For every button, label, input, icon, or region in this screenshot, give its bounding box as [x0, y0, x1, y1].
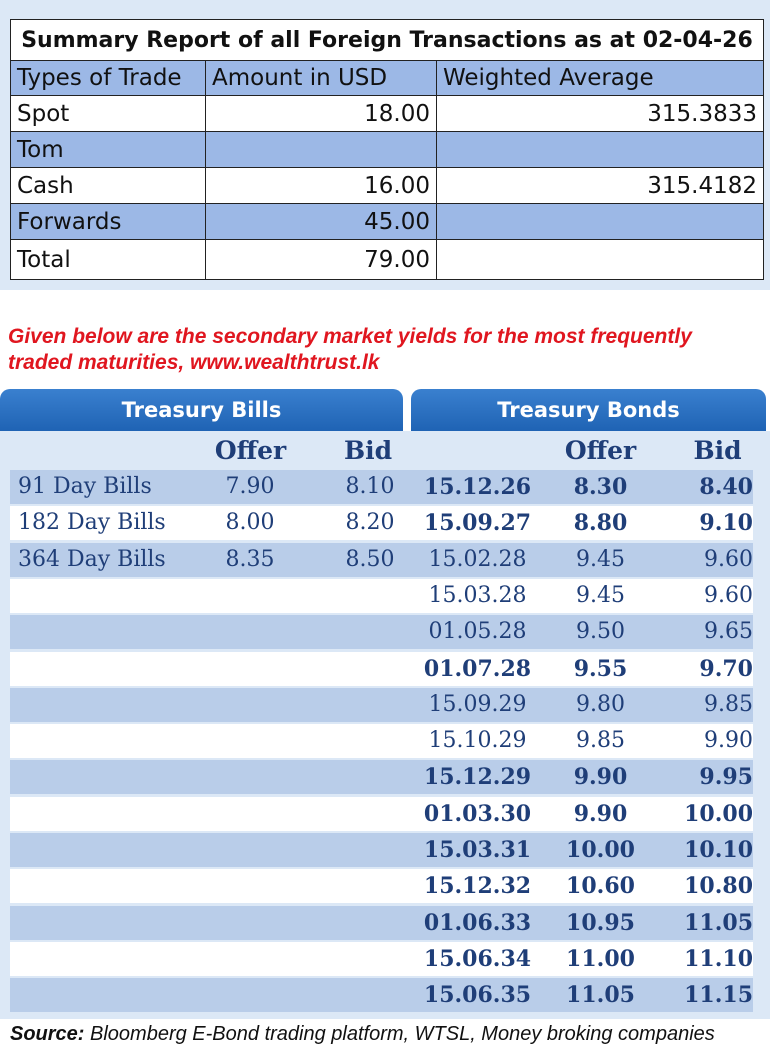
bill-bid: [335, 833, 405, 867]
bill-name: [18, 869, 218, 903]
bill-name: 182 Day Bills: [18, 510, 166, 536]
header-types-of-trade: Types of Trade: [11, 61, 206, 96]
yield-row: [10, 797, 753, 831]
bond-bid: 9.60: [704, 582, 753, 608]
trade-amount: 16.00: [206, 168, 437, 204]
bond-bid: 11.05: [684, 909, 753, 936]
bill-bid: [335, 797, 405, 831]
summary-panel: [0, 0, 770, 290]
bills-bid-header: Bid: [343, 436, 393, 465]
summary-row-tom: [11, 132, 764, 168]
yield-row: [10, 543, 753, 577]
bill-offer: [215, 615, 285, 649]
bill-name: 364 Day Bills: [18, 546, 166, 572]
bond-bid: 9.95: [699, 764, 753, 791]
bill-name: [18, 615, 218, 649]
bill-bid: [335, 615, 405, 649]
bill-offer: [215, 797, 285, 831]
bill-offer: [215, 978, 285, 1012]
source-note: [10, 1021, 765, 1047]
bond-bid: 9.90: [704, 728, 753, 754]
summary-row-cash: [11, 168, 764, 204]
bill-name: [18, 978, 218, 1012]
bond-maturity: 15.10.29: [428, 728, 527, 754]
bill-offer: 7.90: [225, 474, 275, 499]
bill-offer: [215, 579, 285, 613]
yield-row: [10, 724, 753, 758]
bond-maturity: 15.09.29: [428, 691, 527, 717]
bill-bid: [335, 579, 405, 613]
bill-offer: 8.00: [225, 510, 275, 536]
bill-offer: [215, 833, 285, 867]
bill-offer: [215, 906, 285, 940]
bill-name: [18, 760, 218, 794]
bond-bid: 9.70: [699, 655, 753, 682]
bond-offer: 8.30: [573, 474, 628, 500]
bond-offer: 9.90: [573, 764, 628, 791]
bill-bid: 8.20: [345, 510, 395, 536]
yield-row: [10, 760, 753, 794]
bond-maturity: 15.03.31: [423, 837, 532, 863]
bond-offer: 9.85: [576, 728, 625, 754]
bond-bid: 11.10: [684, 945, 753, 972]
trade-weighted-average: 315.4182: [437, 168, 764, 204]
bond-offer: 9.50: [576, 619, 625, 645]
summary-row-spot: [11, 96, 764, 132]
trade-weighted-average: [437, 204, 764, 240]
summary-row-forwards: [11, 204, 764, 240]
bond-bid: 10.10: [684, 837, 753, 863]
bond-bid: 8.40: [699, 474, 753, 500]
trade-type: Tom: [11, 132, 206, 168]
bonds-bid-header: Bid: [693, 436, 742, 465]
bill-bid: [335, 978, 405, 1012]
bond-maturity: 01.07.28: [423, 655, 532, 682]
bond-bid: 11.15: [684, 982, 753, 1009]
yield-row: [10, 688, 753, 722]
trade-type: Total: [11, 240, 206, 280]
trade-weighted-average: [437, 240, 764, 280]
treasury-bonds-title: Treasury Bonds: [411, 389, 766, 431]
bill-name: [18, 797, 218, 831]
bond-offer: 11.05: [566, 982, 635, 1009]
bond-maturity: 15.12.32: [423, 873, 532, 900]
header-weighted-average: Weighted Average: [437, 61, 764, 96]
bond-maturity: 15.03.28: [428, 582, 527, 608]
bond-maturity: 01.03.30: [423, 800, 532, 827]
bond-bid: 10.80: [684, 873, 753, 900]
bond-offer: 10.00: [566, 837, 635, 863]
bill-name: [18, 833, 218, 867]
bond-offer: 10.60: [566, 873, 635, 900]
source-text: Bloomberg E-Bond trading platform, WTSL, Money broking companies: [84, 1023, 715, 1045]
bill-offer: [215, 688, 285, 722]
yield-row: [10, 833, 753, 867]
bill-bid: 8.10: [345, 474, 395, 499]
trade-weighted-average: [437, 132, 764, 168]
bill-bid: [335, 760, 405, 794]
bond-bid: 9.65: [704, 619, 753, 645]
trade-type: Cash: [11, 168, 206, 204]
summary-table: [10, 19, 764, 280]
bond-bid: 9.85: [704, 691, 753, 717]
bill-bid: [335, 906, 405, 940]
bill-bid: [335, 724, 405, 758]
bonds-offer-header: Offer: [564, 436, 637, 465]
bill-offer: [215, 869, 285, 903]
bill-name: [18, 906, 218, 940]
bill-offer: [215, 942, 285, 976]
summary-header-row: [11, 61, 764, 96]
bond-maturity: 15.09.27: [423, 510, 532, 537]
treasury-bills-title: Treasury Bills: [0, 389, 403, 431]
bill-offer: [215, 652, 285, 686]
yield-row: [10, 906, 753, 940]
bond-maturity: 01.05.28: [428, 619, 527, 645]
bill-offer: [215, 724, 285, 758]
yield-row: [10, 470, 753, 504]
bill-name: [18, 724, 218, 758]
trade-type: Spot: [11, 96, 206, 132]
trade-amount: 18.00: [206, 96, 437, 132]
bill-bid: [335, 688, 405, 722]
bond-maturity: 01.06.33: [423, 909, 532, 936]
trade-amount: 79.00: [206, 240, 437, 280]
trade-type: Forwards: [11, 204, 206, 240]
bill-offer: [215, 760, 285, 794]
bond-bid: 10.00: [684, 800, 753, 827]
bill-bid: [335, 652, 405, 686]
header-amount-usd: Amount in USD: [206, 61, 437, 96]
bill-name: [18, 652, 218, 686]
bill-name: [18, 942, 218, 976]
bond-maturity: 15.06.34: [423, 945, 532, 972]
bond-offer: 10.95: [566, 909, 635, 936]
bond-bid: 9.60: [704, 546, 753, 572]
source-label: Source:: [10, 1023, 85, 1045]
bond-offer: 9.80: [576, 691, 625, 717]
bond-offer: 9.45: [576, 546, 625, 572]
bond-maturity: 15.06.35: [423, 982, 532, 1009]
trade-weighted-average: 315.3833: [437, 96, 764, 132]
bond-offer: 9.90: [573, 800, 628, 827]
yield-row: [10, 942, 753, 976]
bond-offer: 8.80: [573, 510, 628, 537]
bills-offer-header: Offer: [214, 436, 287, 465]
bill-name: 91 Day Bills: [18, 474, 152, 499]
bill-bid: [335, 942, 405, 976]
bill-name: [18, 579, 218, 613]
yield-row: [10, 652, 753, 686]
trade-amount: 45.00: [206, 204, 437, 240]
bill-bid: [335, 869, 405, 903]
yield-row: [10, 506, 753, 540]
yield-row: [10, 869, 753, 903]
yields-caption: Given below are the secondary market yields for the most frequently traded maturities, www.wealthtrust.lk: [8, 325, 692, 374]
bill-offer: 8.35: [225, 546, 275, 572]
summary-row-total: [11, 240, 764, 280]
bond-offer: 9.45: [576, 582, 625, 608]
yield-row: [10, 978, 753, 1012]
summary-title: Summary Report of all Foreign Transactions as at 02-04-26: [11, 20, 764, 61]
bill-bid: 8.50: [345, 546, 395, 572]
bond-maturity: 15.02.28: [428, 546, 527, 572]
bond-bid: 9.10: [699, 510, 753, 537]
bond-offer: 11.00: [566, 945, 635, 972]
bond-maturity: 15.12.29: [423, 764, 532, 791]
bond-offer: 9.55: [573, 655, 628, 682]
yield-row: [10, 615, 753, 649]
yield-row: [10, 579, 753, 613]
bill-name: [18, 688, 218, 722]
trade-amount: [206, 132, 437, 168]
bond-maturity: 15.12.26: [423, 474, 532, 500]
